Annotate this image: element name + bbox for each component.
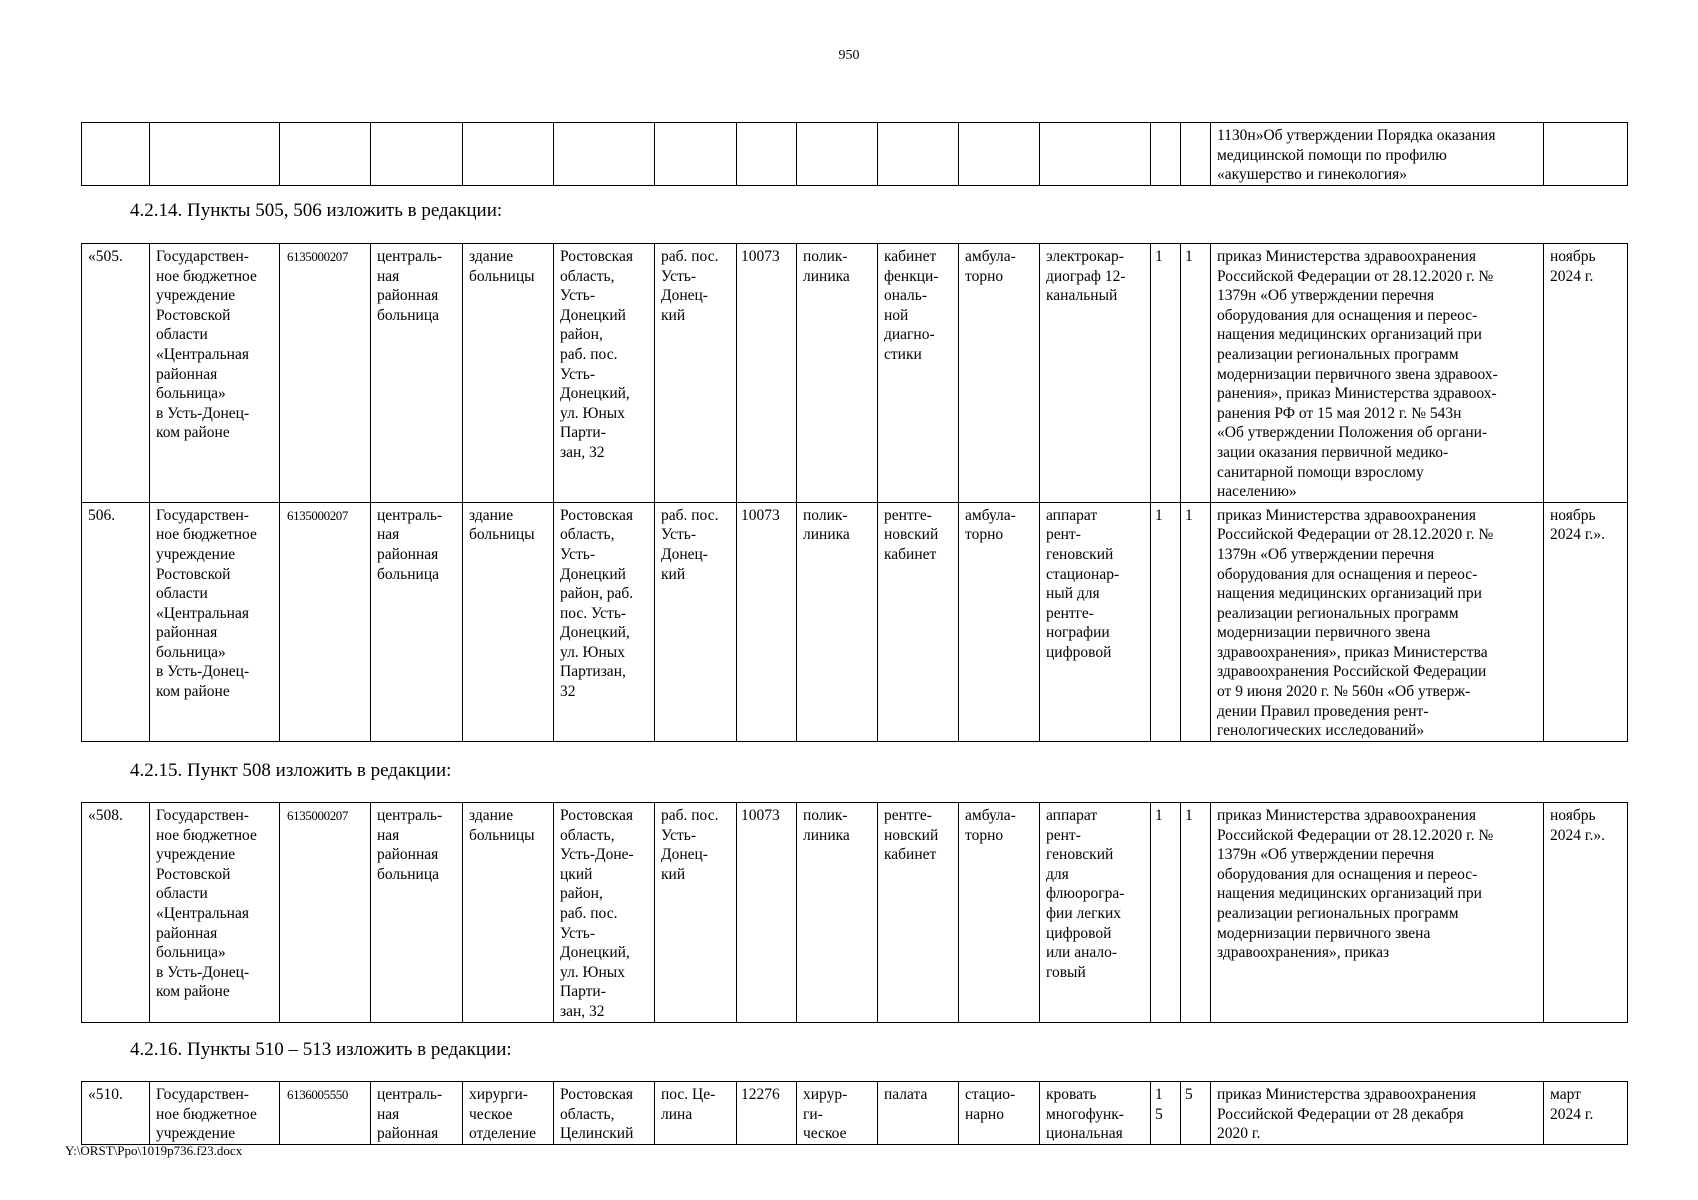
room: рентге- новский кабинет [878,502,959,741]
section-heading-4-2-14: 4.2.14. Пункты 505, 506 изложить в редакции: [130,200,503,221]
deadline: март 2024 г. [1544,1082,1628,1145]
care-mode: амбула- торно [959,803,1040,1023]
care-mode: стацио- нарно [959,1082,1040,1145]
address: Ростовская область, Целинский [554,1082,655,1145]
building: хирурги- ческое отделение [463,1082,554,1145]
equipment: аппарат рент- геновский для флюорогра- фии легких цифровой или анало- говый [1040,803,1151,1023]
organization-type: централь- ная районная [371,1082,463,1145]
building: здание больницы [463,502,554,741]
table-item-508 [81,802,1628,1023]
table-row [82,244,1628,503]
organization-name: Государствен- ное бюджетное учреждение [150,1082,280,1145]
equipment: аппарат рент- геновский стационар- ный для рентге- нографии цифровой [1040,502,1151,741]
legal-basis-cell: 1130н»Об утверждении Порядка оказания медицинской помощи по профилю «акушерство и гинекология» [1211,123,1544,186]
locality: раб. пос. Усть- Донец- кий [655,803,737,1023]
inn: 6135000207 [280,244,371,503]
unit: полик- линика [797,502,878,741]
legal-basis: приказ Министерства здравоохранения Российской Федерации от 28.12.2020 г. № 1379н «Об утверждении перечня оборудования для оснащения и переос- нащения медицинских организаций при реализации региональных программ модернизации первичного звена здравоохранения», приказ [1211,803,1544,1023]
quantity-1: 1 [1151,502,1181,741]
unit: полик- линика [797,803,878,1023]
table-items-510-513 [81,1081,1628,1145]
organization-name: Государствен- ное бюджетное учреждение Ростовской области «Центральная районная больница» в Усть-Донец- ком районе [150,502,280,741]
unit: хирур- ги- ческое [797,1082,878,1145]
organization-name: Государствен- ное бюджетное учреждение Ростовской области «Центральная районная больница» в Усть-Донец- ком районе [150,803,280,1023]
section-heading-4-2-15: 4.2.15. Пункт 508 изложить в редакции: [130,760,452,781]
room: рентге- новский кабинет [878,803,959,1023]
item-number: «508. [82,803,150,1023]
legal-basis: приказ Министерства здравоохранения Российской Федерации от 28 декабря 2020 г. [1211,1082,1544,1145]
equipment: электрокар- диограф 12- канальный [1040,244,1151,503]
locality: пос. Це- лина [655,1082,737,1145]
table-carryover [81,122,1628,186]
building: здание больницы [463,803,554,1023]
inn: 6135000207 [280,803,371,1023]
table-row [82,502,1628,741]
quantity-1: 1 [1151,244,1181,503]
organization-type: централь- ная районная больница [371,502,463,741]
document-file-path: Y:\ORST\Ppo\1019p736.f23.docx [65,1143,243,1158]
organization-name: Государствен- ное бюджетное учреждение Ростовской области «Центральная районная больница» в Усть-Донец- ком районе [150,244,280,503]
room: кабинет фенкци- ональ- ной диагно- стики [878,244,959,503]
table-row [82,123,1628,186]
quantity-2: 1 [1181,244,1211,503]
item-number: 506. [82,502,150,741]
address: Ростовская область, Усть- Донецкий район, раб. пос. Усть- Донецкий, ул. Юных Парти- зан, 32 [554,244,655,503]
address: Ростовская область, Усть- Донецкий район, раб. пос. Усть- Донецкий, ул. Юных Партизан, 32 [554,502,655,741]
table-items-505-506 [81,243,1628,742]
organization-type: централь- ная районная больница [371,244,463,503]
locality: раб. пос. Усть- Донец- кий [655,244,737,503]
legal-basis: приказ Министерства здравоохранения Российской Федерации от 28.12.2020 г. № 1379н «Об утверждении перечня оборудования для оснащения и переос- нащения медицинских организаций при реализации региональных программ модернизации первичного звена здравоохранения», приказ Министерства здравоохранения Российской Федерации от 9 июня 2020 г. № 560н «Об утверж- дении Правил проведения рент- генологических исследований» [1211,502,1544,741]
equipment: кровать многофунк- циональная [1040,1082,1151,1145]
quantity-1: 1 [1151,803,1181,1023]
unit: полик- линика [797,244,878,503]
locality: раб. пос. Усть- Донец- кий [655,502,737,741]
deadline: ноябрь 2024 г. [1544,244,1628,503]
inn: 6135000207 [280,502,371,741]
item-number: «510. [82,1082,150,1145]
quantity-1: 1 5 [1151,1082,1181,1145]
legal-basis: приказ Министерства здравоохранения Российской Федерации от 28.12.2020 г. № 1379н «Об утверждении перечня оборудования для оснащения и переос- нащения медицинских организаций при реализации региональных программ модернизации первичного звена здравоох- ранения», приказ Министерства здравоох- ранения РФ от 15 мая 2012 г. № 543н «Об утверждении Положения об органи- зации оказания первичной медико- санитарной помощи взрослому населению» [1211,244,1544,503]
page-number: 950 [838,48,860,63]
inn: 6136005550 [280,1082,371,1145]
code: 12276 [737,1082,797,1145]
code: 10073 [737,244,797,503]
deadline: ноябрь 2024 г.». [1544,502,1628,741]
quantity-2: 1 [1181,803,1211,1023]
care-mode: амбула- торно [959,502,1040,741]
section-heading-4-2-16: 4.2.16. Пункты 510 – 513 изложить в редакции: [130,1039,512,1060]
code: 10073 [737,502,797,741]
care-mode: амбула- торно [959,244,1040,503]
quantity-2: 1 [1181,502,1211,741]
building: здание больницы [463,244,554,503]
code: 10073 [737,803,797,1023]
room: палата [878,1082,959,1145]
deadline: ноябрь 2024 г.». [1544,803,1628,1023]
quantity-2: 5 [1181,1082,1211,1145]
address: Ростовская область, Усть-Доне- цкий район, раб. пос. Усть- Донецкий, ул. Юных Парти- зан, 32 [554,803,655,1023]
item-number: «505. [82,244,150,503]
organization-type: централь- ная районная больница [371,803,463,1023]
table-row [82,803,1628,1023]
table-row [82,1082,1628,1145]
